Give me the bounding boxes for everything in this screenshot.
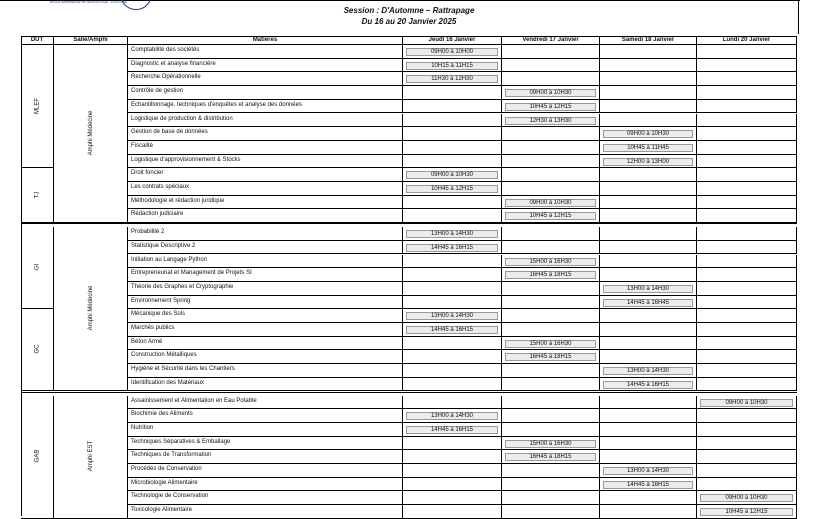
day-cell <box>600 337 697 351</box>
column-header: Matières <box>128 36 403 45</box>
exam-time-slot: 16H45 à 18H15 <box>505 271 596 279</box>
day-cell <box>502 72 600 86</box>
exam-time-slot: 09H00 à 10H30 <box>505 89 596 97</box>
day-cell <box>403 209 502 223</box>
day-cell <box>403 227 502 241</box>
dut-label: GC <box>34 344 41 354</box>
subject-cell: Statistique Descriptive 2 <box>128 241 403 255</box>
day-cell <box>403 409 502 423</box>
day-cell <box>403 309 502 323</box>
day-cell <box>403 423 502 437</box>
exam-time-slot: 09H00 à 10H00 <box>406 48 498 56</box>
day-cell <box>502 491 600 505</box>
day-cell <box>403 323 502 337</box>
day-cell <box>502 168 600 182</box>
day-cell <box>697 450 797 464</box>
day-cell <box>697 45 797 59</box>
exam-time-slot: 14H45 à 16H15 <box>603 381 693 389</box>
salle-cell <box>54 45 128 223</box>
subject-cell: Logistique de production & distribution <box>128 114 403 128</box>
subject-cell: Procédés de Conservation <box>128 464 403 478</box>
column-header: Salle/Amphi <box>54 36 128 45</box>
exam-time-slot: 10H45 à 12H15 <box>505 212 596 220</box>
subject-cell: Gestion de base de données <box>128 127 403 141</box>
salle-label: Amphi Médecine <box>88 285 94 331</box>
day-cell <box>502 364 600 378</box>
exam-time-slot: 10H45 à 12H15 <box>406 185 498 193</box>
subject-cell: Probabilité 2 <box>128 227 403 241</box>
day-cell <box>600 464 697 478</box>
exam-schedule-table <box>21 36 797 516</box>
day-cell <box>403 196 502 210</box>
exam-time-slot: 14H45 à 16H15 <box>406 244 498 252</box>
day-cell <box>403 268 502 282</box>
day-cell <box>403 155 502 169</box>
day-cell <box>502 505 600 519</box>
salle-label: Amphi Médecine <box>88 110 94 156</box>
day-cell <box>697 282 797 296</box>
day-cell <box>600 378 697 392</box>
subject-cell: Technologie de Conservation <box>128 491 403 505</box>
day-cell <box>697 505 797 519</box>
day-cell <box>502 296 600 310</box>
day-cell <box>502 478 600 492</box>
dut-label: TJ <box>34 191 41 199</box>
day-cell <box>502 437 600 451</box>
day-cell <box>697 478 797 492</box>
day-cell <box>697 141 797 155</box>
day-cell <box>502 255 600 269</box>
day-cell <box>697 337 797 351</box>
day-cell <box>697 114 797 128</box>
day-cell <box>600 241 697 255</box>
day-cell <box>403 45 502 59</box>
day-cell <box>403 437 502 451</box>
exam-time-slot: 14H45 à 16H15 <box>406 426 498 434</box>
day-cell <box>600 141 697 155</box>
day-cell <box>600 100 697 114</box>
exam-time-slot: 13H00 à 14H30 <box>406 230 498 238</box>
exam-time-slot: 13H00 à 14H30 <box>603 467 693 475</box>
day-cell <box>403 72 502 86</box>
salle-label: Amphi EST <box>88 440 94 472</box>
day-cell <box>697 182 797 196</box>
day-cell <box>403 350 502 364</box>
subject-cell: Contrôle de gestion <box>128 86 403 100</box>
day-cell <box>403 141 502 155</box>
day-cell <box>403 505 502 519</box>
day-cell <box>600 155 697 169</box>
subject-cell: Hygiène et Sécurité dans les Chantiers <box>128 364 403 378</box>
logo-caption: ECOLE SUPERIEURE DE TECHNOLOGIE - LAAYOUNE <box>50 0 127 4</box>
subject-cell: Techniques de Transformation <box>128 450 403 464</box>
day-cell <box>403 491 502 505</box>
dut-cell <box>21 227 54 309</box>
day-cell <box>502 127 600 141</box>
day-cell <box>502 309 600 323</box>
exam-time-slot: 13H00 à 14H30 <box>406 412 498 420</box>
day-cell <box>403 86 502 100</box>
day-cell <box>600 296 697 310</box>
day-cell <box>697 491 797 505</box>
day-cell <box>502 45 600 59</box>
subject-cell: Environnement Spring <box>128 296 403 310</box>
subject-cell: Echantillonnage, techniques d'enquêtes et analyse des données <box>128 100 403 114</box>
day-cell <box>697 268 797 282</box>
day-cell <box>697 296 797 310</box>
day-cell <box>600 478 697 492</box>
day-cell <box>697 241 797 255</box>
day-cell <box>697 72 797 86</box>
dut-label: MLEF <box>34 97 41 114</box>
day-cell <box>502 86 600 100</box>
day-cell <box>502 396 600 410</box>
subject-cell: Biochimie des Aliments <box>128 409 403 423</box>
subject-cell: Techniques Séparatives & Emballage <box>128 437 403 451</box>
day-cell <box>697 309 797 323</box>
salle-cell <box>54 227 128 391</box>
day-cell <box>600 268 697 282</box>
subject-cell: Béton Armé <box>128 337 403 351</box>
day-cell <box>600 227 697 241</box>
day-cell <box>502 100 600 114</box>
exam-time-slot: 13H00 à 14H30 <box>603 285 693 293</box>
exam-time-slot: 09H00 à 10H30 <box>505 199 596 207</box>
subject-cell: Nutrition <box>128 423 403 437</box>
subject-cell: Marchés publics <box>128 323 403 337</box>
subject-cell: Entrepreneuriat et Management de Projets SI <box>128 268 403 282</box>
day-cell <box>600 364 697 378</box>
day-cell <box>600 45 697 59</box>
day-cell <box>600 86 697 100</box>
day-cell <box>697 59 797 73</box>
exam-time-slot: 16H45 à 18H15 <box>505 353 596 361</box>
dut-cell <box>21 45 54 168</box>
day-cell <box>403 182 502 196</box>
subject-cell: Logistique d'approvisionnement & Stocks <box>128 155 403 169</box>
exam-time-slot: 15H00 à 16H30 <box>505 258 596 266</box>
subject-cell: Mécanique des Sols <box>128 309 403 323</box>
day-cell <box>600 196 697 210</box>
day-cell <box>502 423 600 437</box>
day-cell <box>403 127 502 141</box>
day-cell <box>600 209 697 223</box>
day-cell <box>600 450 697 464</box>
day-cell <box>403 241 502 255</box>
day-cell <box>697 464 797 478</box>
day-cell <box>600 59 697 73</box>
day-cell <box>502 141 600 155</box>
day-cell <box>502 114 600 128</box>
day-cell <box>502 241 600 255</box>
day-cell <box>403 396 502 410</box>
subject-cell: Toxicologie Alimentaire <box>128 505 403 519</box>
subject-cell: Les contrats spéciaux <box>128 182 403 196</box>
day-cell <box>502 227 600 241</box>
exam-time-slot: 15H00 à 16H30 <box>505 440 596 448</box>
day-cell <box>600 114 697 128</box>
day-cell <box>502 155 600 169</box>
day-cell <box>697 155 797 169</box>
exam-time-slot: 13H00 à 14H30 <box>406 312 498 320</box>
column-header: Vendredi 17 Janvier <box>502 36 600 45</box>
day-cell <box>697 409 797 423</box>
day-cell <box>403 59 502 73</box>
day-cell <box>697 209 797 223</box>
day-cell <box>697 378 797 392</box>
subject-cell: Microbiologie Alimentaire <box>128 478 403 492</box>
exam-time-slot: 09H00 à 10H30 <box>700 399 793 407</box>
day-cell <box>502 337 600 351</box>
subject-cell: Théorie des Graphes et Cryptographie <box>128 282 403 296</box>
day-cell <box>600 127 697 141</box>
subject-cell: Rédaction judiciaire <box>128 209 403 223</box>
subject-cell: Méthodologie et rédaction juridique <box>128 196 403 210</box>
day-cell <box>502 59 600 73</box>
day-cell <box>697 86 797 100</box>
day-cell <box>403 378 502 392</box>
day-cell <box>403 168 502 182</box>
subject-cell: Fiscalité <box>128 141 403 155</box>
subject-cell: Initiation au Langage Python <box>128 255 403 269</box>
subject-cell: Assainissement et Alimentation en Eau Potable <box>128 396 403 410</box>
day-cell <box>600 255 697 269</box>
exam-time-slot: 09H00 à 10H30 <box>603 130 693 138</box>
day-cell <box>403 364 502 378</box>
exam-time-slot: 14H45 à 16H15 <box>603 481 693 489</box>
exam-time-slot: 14H45 à 16H45 <box>603 299 693 307</box>
day-cell <box>502 409 600 423</box>
day-cell <box>502 350 600 364</box>
session-dates: Du 16 au 20 Janvier 2025 <box>361 17 457 26</box>
exam-time-slot: 15H00 à 16H30 <box>505 340 596 348</box>
day-cell <box>600 323 697 337</box>
day-cell <box>403 255 502 269</box>
dut-cell <box>21 168 54 223</box>
day-cell <box>600 182 697 196</box>
day-cell <box>600 350 697 364</box>
exam-time-slot: 14H45 à 16H15 <box>406 326 498 334</box>
day-cell <box>697 127 797 141</box>
dut-label: GAB <box>34 449 41 463</box>
subject-cell: Comptabilité des sociétés <box>128 45 403 59</box>
day-cell <box>697 364 797 378</box>
column-header: Samedi 18 Janvier <box>600 36 697 45</box>
subject-cell: Droit foncier <box>128 168 403 182</box>
exam-time-slot: 10H45 à 11H45 <box>603 144 693 152</box>
subject-cell: Construction Métalliques <box>128 350 403 364</box>
day-cell <box>600 409 697 423</box>
day-cell <box>697 396 797 410</box>
day-cell <box>697 350 797 364</box>
day-cell <box>502 378 600 392</box>
exam-time-slot: 10H15 à 11H15 <box>406 62 498 70</box>
column-header: DUT <box>21 36 54 45</box>
day-cell <box>502 268 600 282</box>
subject-cell: Diagnostic et analyse financière <box>128 59 403 73</box>
day-cell <box>502 450 600 464</box>
subject-cell: Identification des Matériaux <box>128 378 403 392</box>
day-cell <box>697 227 797 241</box>
day-cell <box>600 491 697 505</box>
dut-cell <box>21 309 54 391</box>
day-cell <box>600 282 697 296</box>
day-cell <box>502 464 600 478</box>
day-cell <box>403 296 502 310</box>
day-cell <box>403 478 502 492</box>
day-cell <box>600 396 697 410</box>
column-header: Jeudi 16 Janvier <box>403 36 502 45</box>
dut-cell <box>21 396 54 519</box>
day-cell <box>403 337 502 351</box>
day-cell <box>697 100 797 114</box>
day-cell <box>403 100 502 114</box>
day-cell <box>697 323 797 337</box>
day-cell <box>600 505 697 519</box>
day-cell <box>403 464 502 478</box>
exam-time-slot: 16H45 à 18H15 <box>505 453 596 461</box>
day-cell <box>600 309 697 323</box>
exam-time-slot: 11H30 à 12H30 <box>406 75 498 83</box>
dut-label: GI <box>34 264 41 271</box>
day-cell <box>600 423 697 437</box>
subject-cell: Recherche Opérationnelle <box>128 72 403 86</box>
day-cell <box>403 114 502 128</box>
day-cell <box>502 209 600 223</box>
salle-cell <box>54 396 128 519</box>
day-cell <box>502 196 600 210</box>
day-cell <box>502 282 600 296</box>
exam-time-slot: 09H00 à 10H30 <box>700 494 793 502</box>
exam-time-slot: 13H00 à 14H30 <box>603 367 693 375</box>
day-cell <box>600 168 697 182</box>
day-cell <box>697 423 797 437</box>
day-cell <box>697 168 797 182</box>
exam-time-slot: 09H00 à 10H30 <box>406 171 498 179</box>
day-cell <box>502 182 600 196</box>
day-cell <box>403 282 502 296</box>
day-cell <box>502 323 600 337</box>
day-cell <box>403 450 502 464</box>
day-cell <box>697 196 797 210</box>
exam-time-slot: 10H45 à 12H15 <box>700 508 793 516</box>
column-header: Lundi 20 Janvier <box>697 36 797 45</box>
day-cell <box>600 72 697 86</box>
exam-time-slot: 12H30 à 13H30 <box>505 117 596 125</box>
exam-time-slot: 10H45 à 12H15 <box>505 103 596 111</box>
day-cell <box>600 437 697 451</box>
session-title: Session : D'Automne – Rattrapage <box>343 6 475 15</box>
day-cell <box>697 437 797 451</box>
exam-time-slot: 12H00 à 13H00 <box>603 158 693 166</box>
day-cell <box>697 255 797 269</box>
